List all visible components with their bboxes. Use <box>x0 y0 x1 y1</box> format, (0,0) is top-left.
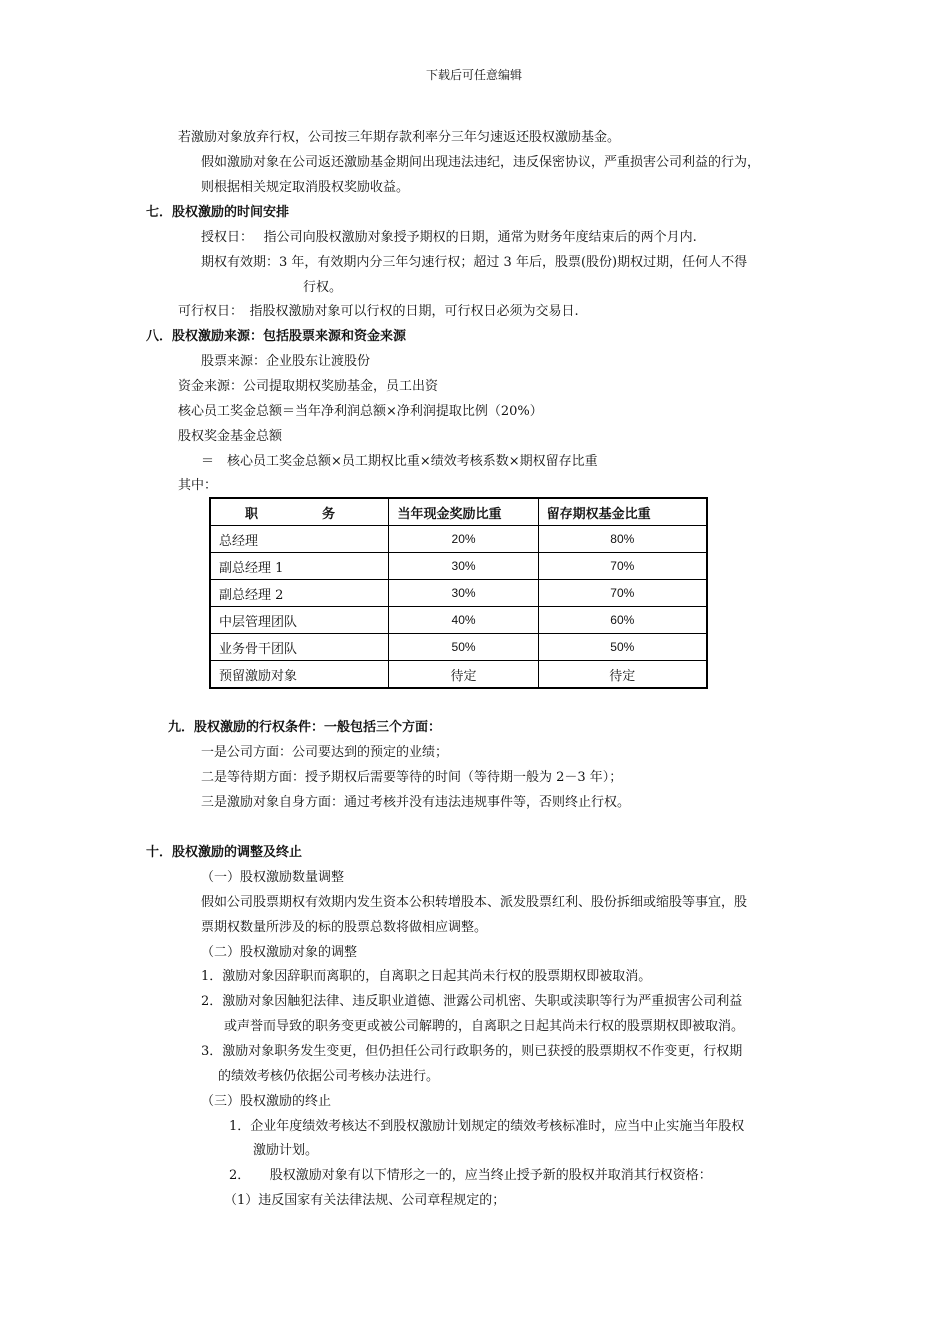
table-cell-retained: 60% <box>538 607 707 634</box>
paragraph-line: （二）股权激励对象的调整 <box>201 945 358 960</box>
table-cell-retained: 70% <box>538 580 707 607</box>
ratio-table <box>209 497 708 689</box>
table-header-retained: 留存期权基金比重 <box>538 498 707 526</box>
table-header-text: 务 <box>322 506 336 522</box>
table-header-cash: 当年现金奖励比重 <box>389 498 538 526</box>
table-row <box>210 607 707 634</box>
paragraph-line: （三）股权激励的终止 <box>201 1094 332 1109</box>
paragraph-line: 股权奖金基金总额 <box>178 429 283 444</box>
paragraph-line: 资金来源：公司提取期权奖励基金，员工出资 <box>178 379 439 394</box>
paragraph-line: 核心员工奖金总额＝当年净利润总额×净利润提取比例（20%） <box>178 404 543 419</box>
page-header: 下载后可任意编辑 <box>426 68 523 82</box>
section-heading-9: 九．股权激励的行权条件：一般包括三个方面： <box>168 720 442 735</box>
table-cell-cash: 50% <box>389 634 538 661</box>
paragraph-line: （一）股权激励数量调整 <box>201 870 345 885</box>
table-header-row <box>210 498 707 526</box>
paragraph-line: 2．激励对象因触犯法律、违反职业道德、泄露公司机密、失职或渎职等行为严重损害公司利益 <box>201 994 743 1009</box>
paragraph-line: 若激励对象放弃行权，公司按三年期存款利率分三年匀速返还股权激励基金。 <box>178 130 621 145</box>
paragraph-line: 期权有效期：3 年，有效期内分三年匀速行权；超过 3 年后，股票(股份)期权过期，任何人不得 <box>201 255 748 270</box>
paragraph-line: 行权。 <box>303 280 343 295</box>
table-cell-position: 总经理 <box>210 526 389 553</box>
paragraph-line: 假如激励对象在公司返还激励基金期间出现违法违纪，违反保密协议，严重损害公司利益的行为， <box>201 155 761 170</box>
paragraph-line: 授权日： 指公司向股权激励对象授予期权的日期，通常为财务年度结束后的两个月内. <box>201 230 697 245</box>
paragraph-line: 其中： <box>178 478 218 493</box>
table-row <box>210 580 707 607</box>
table-row <box>210 553 707 580</box>
table-cell-cash: 40% <box>389 607 538 634</box>
paragraph-line: 或声誉而导致的职务变更或被公司解聘的，自离职之日起其尚未行权的股票期权即被取消。 <box>224 1019 745 1034</box>
table-cell-position: 业务骨干团队 <box>210 634 389 661</box>
paragraph-line: 二是等待期方面：授予期权后需要等待的时间（等待期一般为 2－3 年）； <box>201 770 623 785</box>
table-cell-retained: 80% <box>538 526 707 553</box>
table-header-text: 职 <box>245 506 259 522</box>
paragraph-line: 2． 股权激励对象有以下情形之一的，应当终止授予新的股权并取消其行权资格： <box>229 1168 712 1183</box>
table-cell-cash: 30% <box>389 580 538 607</box>
paragraph-line: 假如公司股票期权有效期内发生资本公积转增股本、派发股票红利、股份拆细或缩股等事宜，股 <box>201 895 748 910</box>
section-heading-8: 八．股权激励来源：包括股票来源和资金来源 <box>146 329 407 344</box>
table-cell-cash: 待定 <box>389 661 538 689</box>
paragraph-line: 的绩效考核仍依据公司考核办法进行。 <box>218 1069 440 1084</box>
paragraph-line: 三是激励对象自身方面：通过考核并没有违法违规事件等，否则终止行权。 <box>201 795 631 810</box>
paragraph-line: （1）违反国家有关法律法规、公司章程规定的； <box>224 1193 506 1208</box>
paragraph-line: 一是公司方面：公司要达到的预定的业绩； <box>201 745 449 760</box>
table-cell-retained: 50% <box>538 634 707 661</box>
paragraph-line: 股票来源：企业股东让渡股份 <box>201 354 371 369</box>
paragraph-line: 1．激励对象因辞职而离职的，自离职之日起其尚未行权的股票期权即被取消。 <box>201 969 652 984</box>
section-heading-10: 十．股权激励的调整及终止 <box>146 845 303 860</box>
paragraph-line: 激励计划。 <box>253 1143 319 1158</box>
table-cell-position: 副总经理 1 <box>210 553 389 580</box>
table-header-position <box>210 498 389 526</box>
table-cell-cash: 20% <box>389 526 538 553</box>
table-row <box>210 661 707 689</box>
table-cell-position: 副总经理 2 <box>210 580 389 607</box>
section-heading-7: 七．股权激励的时间安排 <box>146 205 290 220</box>
table-cell-retained: 待定 <box>538 661 707 689</box>
paragraph-line: 3．激励对象职务发生变更，但仍担任公司行政职务的，则已获授的股票期权不作变更，行权期 <box>201 1044 743 1059</box>
table-cell-cash: 30% <box>389 553 538 580</box>
paragraph-line: 可行权日： 指股权激励对象可以行权的日期，可行权日必须为交易日. <box>178 304 579 319</box>
table-cell-position: 中层管理团队 <box>210 607 389 634</box>
paragraph-line: 票期权数量所涉及的标的股票总数将做相应调整。 <box>201 920 488 935</box>
paragraph-line: 1．企业年度绩效考核达不到股权激励计划规定的绩效考核标准时，应当中止实施当年股权 <box>229 1119 745 1134</box>
paragraph-line: ＝ 核心员工奖金总额×员工期权比重×绩效考核系数×期权留存比重 <box>201 454 598 469</box>
paragraph-line: 则根据相关规定取消股权奖励收益。 <box>201 180 410 195</box>
table-row <box>210 634 707 661</box>
table-cell-position: 预留激励对象 <box>210 661 389 689</box>
table-cell-retained: 70% <box>538 553 707 580</box>
table-row <box>210 526 707 553</box>
